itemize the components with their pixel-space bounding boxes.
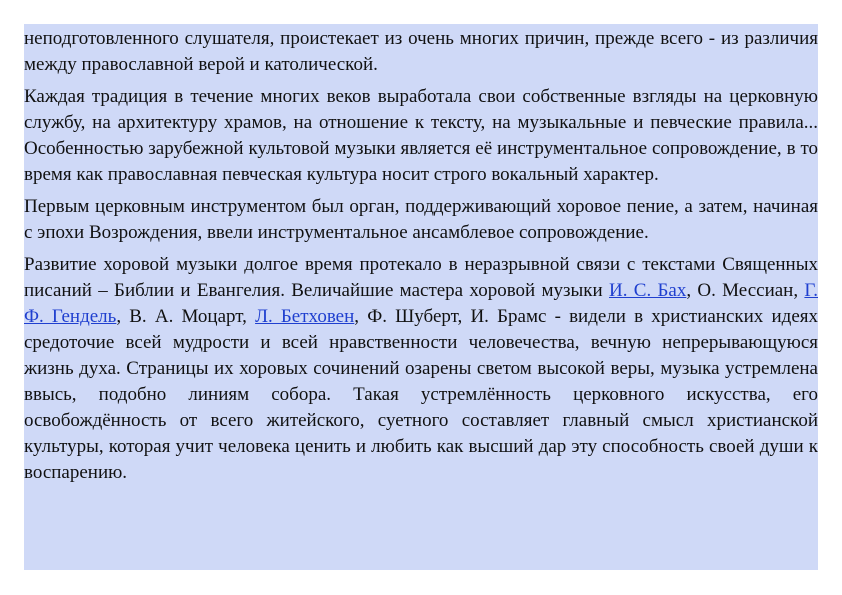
paragraph [24,194,818,246]
paragraph-text: Каждая традиция в течение многих веков выработала свои собственные взгляды на церковную службу, на архитектуру храмов, на отношение к тексту, на музыкальные и певческие правила... Особенностью зарубежной культовой музыки является её инструментальное сопровождение, в то время как православная певческая культура носит строго вокальный характер. [24,86,818,185]
link-handel[interactable]: Г. Ф. Гендель [24,280,818,327]
paragraph [24,26,818,78]
paragraph [24,84,818,188]
paragraph-text: неподготовленного слушателя, проистекает из очень многих причин, прежде всего - из различия между православной верой и католической. [24,28,818,75]
paragraph-text: , Ф. Шуберт, И. Брамс - видели в христианских идеях средоточие всей мудрости и всей нравственности человечества, вечную непрерывающуюся жизнь духа. Страницы их хоровых сочинений озарены светом высокой веры, музыка устремлена ввысь, подобно линиям собора. Такая устремлённость церковного искусства, его освобождённость от всего житейского, суетного составляет главный смысл христианской культуры, которая учит человека ценить и любить как высший дар эту способность своей души к воспарению. [24,306,818,483]
highlighted-text-block [24,24,818,570]
paragraph-text: Первым церковным инструментом был орган, поддерживающий хоровое пение, а затем, начиная с эпохи Возрождения, ввели инструментальное ансамблевое сопровождение. [24,196,818,243]
link-bach[interactable]: И. С. Бах [609,280,687,301]
link-beethoven[interactable]: Л. Бетховен [255,306,355,327]
paragraph-text: , В. А. Моцарт, [116,306,256,327]
paragraph-text: , О. Мессиан, [686,280,805,301]
paragraph-text: Развитие хоровой музыки долгое время протекало в неразрывной связи с текстами Священных писаний – Библии и Евангелия. Величайшие мастера хоровой музыки [24,254,818,301]
paragraph [24,252,818,486]
